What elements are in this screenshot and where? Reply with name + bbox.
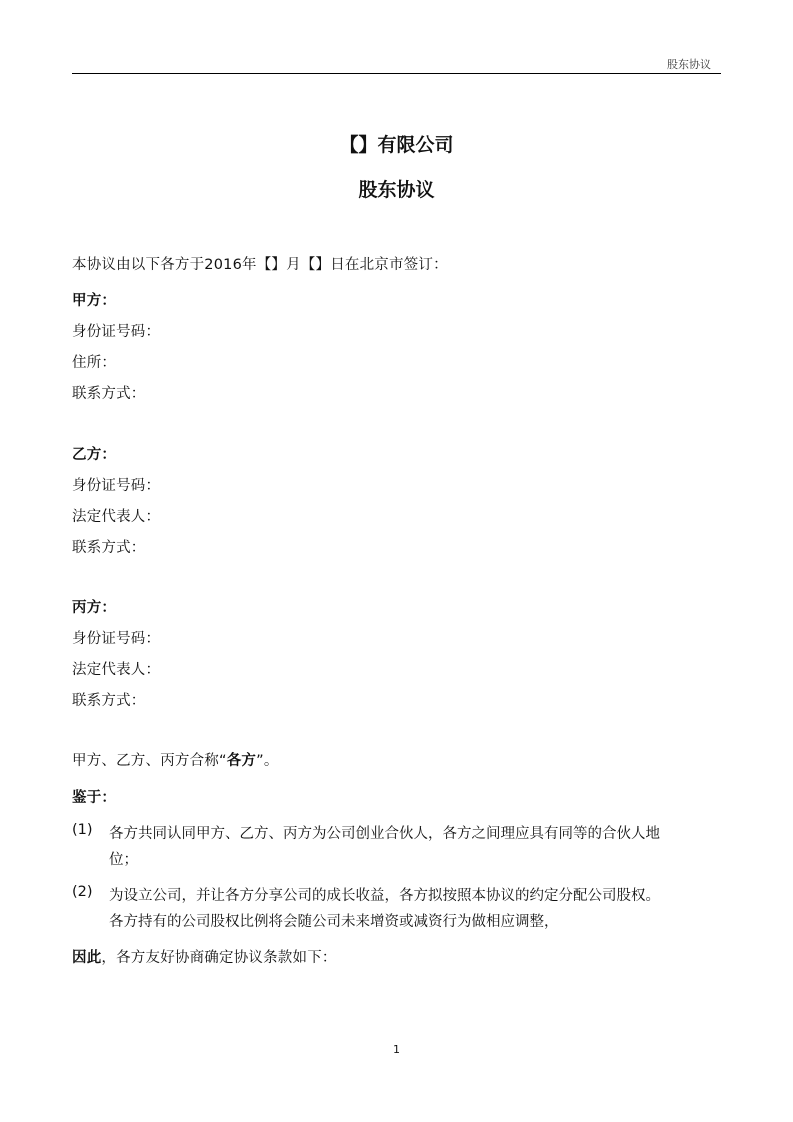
party-b-id: 身份证号码：	[72, 478, 161, 494]
header-rule	[72, 73, 721, 74]
whereas-item-1-line1: 各方共同认同甲方、乙方、丙方为公司创业合伙人，各方之间理应具有同等的合伙人地	[109, 826, 660, 842]
page-number: 1	[393, 1043, 400, 1056]
company-title: 【】有限公司	[339, 134, 454, 156]
party-c-contact: 联系方式：	[72, 693, 146, 709]
collective-definition	[72, 749, 279, 770]
party-a-id: 身份证号码：	[72, 324, 161, 340]
running-header: 股东协议	[667, 58, 711, 71]
collective-prefix: 甲方、乙方、丙方合称	[72, 753, 219, 769]
party-a-address: 住所：	[72, 355, 117, 371]
party-c-rep: 法定代表人：	[72, 662, 161, 678]
party-c-label: 丙方：	[72, 600, 117, 616]
party-a-label: 甲方：	[72, 293, 117, 309]
whereas-item-2-line2: 各方持有的公司股权比例将会随公司未来增资或减资行为做相应调整，	[109, 914, 559, 930]
whereas-item-2-line1: 为设立公司，并让各方分享公司的成长收益，各方拟按照本协议的约定分配公司股权。	[109, 888, 660, 904]
whereas-item-1-number: (1)	[72, 822, 93, 838]
close-quote: ”。	[256, 753, 279, 769]
intro-text: 本协议由以下各方于2016年【】月【】日在北京市签订：	[72, 257, 448, 273]
party-a-contact: 联系方式：	[72, 386, 146, 402]
therefore-bold: 因此	[72, 950, 102, 966]
open-quote: “	[219, 753, 227, 769]
party-b-rep: 法定代表人：	[72, 509, 161, 525]
document-title: 股东协议	[358, 179, 435, 201]
party-b-contact: 联系方式：	[72, 540, 146, 556]
therefore-rest: ，各方友好协商确定协议条款如下：	[101, 950, 337, 966]
party-b-label: 乙方：	[72, 447, 117, 463]
whereas-item-2-number: (2)	[72, 884, 93, 900]
whereas-item-1-line2: 位；	[109, 852, 138, 868]
whereas-label: 鉴于：	[72, 790, 117, 806]
collective-term: 各方	[226, 753, 257, 769]
therefore-clause	[72, 946, 337, 967]
party-c-id: 身份证号码：	[72, 631, 161, 647]
